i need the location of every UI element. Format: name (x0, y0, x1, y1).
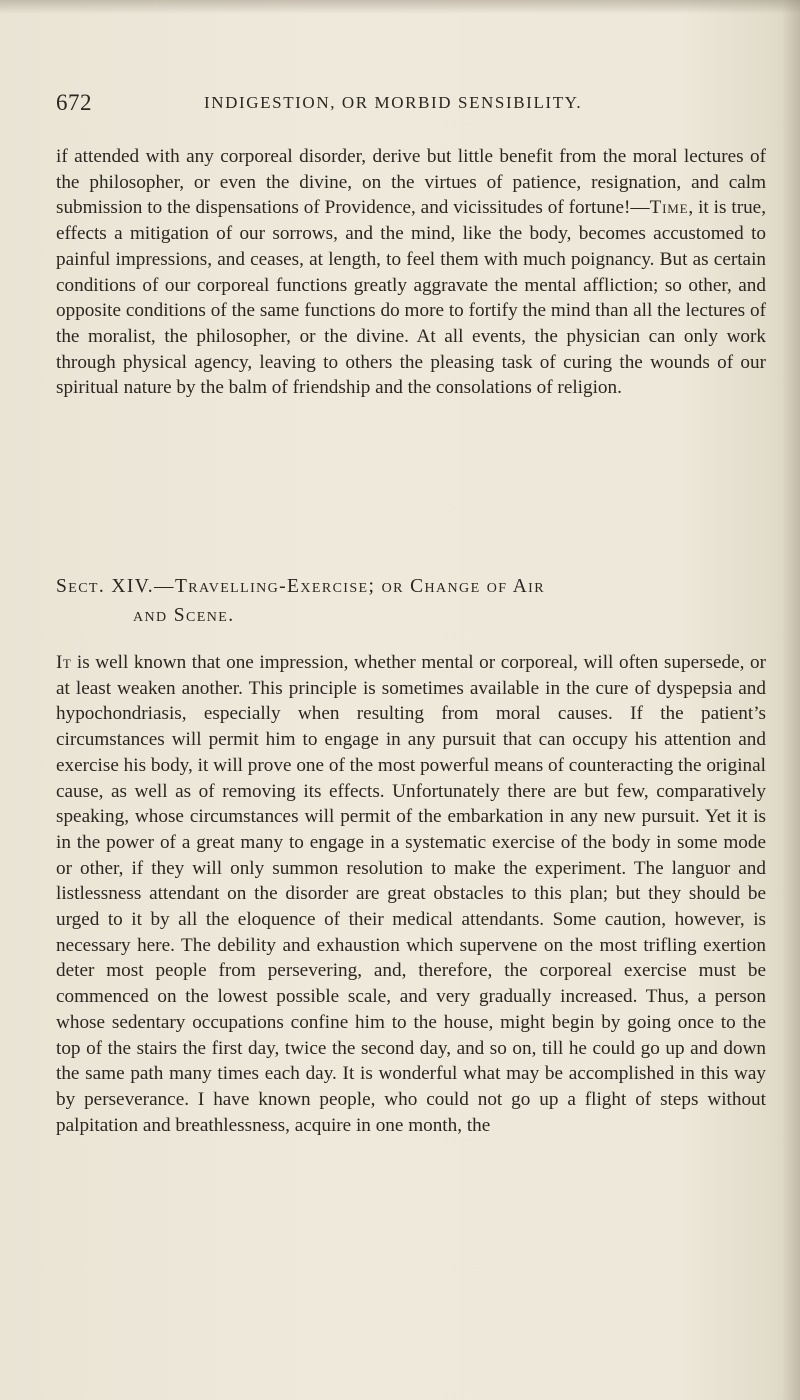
body-paragraph-2 (56, 650, 766, 1138)
body-paragraph-1 (56, 144, 766, 401)
page-top-shadow (0, 0, 800, 14)
time-word: Time (649, 197, 689, 219)
running-head: INDIGESTION, OR MORBID SENSIBILITY. (204, 93, 583, 112)
section-heading (56, 572, 770, 630)
section-heading-line-2: and Scene. (133, 605, 235, 626)
paragraph-1-text-a: if attended with any corporeal disorder, derive but little benefit from the moral lectures of the philosopher, or even the divine, on the virtues of patience, resignation, and calm submission to the dispensations of Providence, and vicissitudes of fortune!— (56, 146, 766, 219)
page-gutter-shadow (782, 0, 800, 1400)
paragraph-1-text-b: , it is true, effects a mitigation of our sorrows, and the mind, like the body, becomes accustomed to painful impressions, and ceases, at length, to feel them with much poignancy. But as certain conditions of our corporeal functions greatly aggravate the mental affliction; so other, and opposite conditions of the same functions do more to fortify the mind than all the lectures of the moralist, the philosopher, or the divine. At all events, the physician can only work through physical agency, leaving to others the pleasing task of curing the wounds of our spiritual nature by the balm of friendship and the consolations of religion. (56, 197, 766, 399)
paragraph-2-text: is well known that one impression, whether mental or corporeal, will often supersede, or at least weaken another. This principle is sometimes available in the cure of dyspepsia and hypochondriasis, especially when resulting from moral causes. If the patient’s circumstances will permit him to engage in any pursuit that can occupy his attention and exercise his body, it will prove one of the most powerful means of counteracting the original cause, as well as of removing its effects. Unfortunately there are but few, comparatively speaking, whose circumstances will permit of the embarkation in any new pursuit. Yet it is in the power of a great many to engage in a systematic exercise of the body in some mode or other, if they will only summon resolution to make the experiment. The languor and listlessness attendant on the disorder are great obstacles to this plan; but they should be urged to it by all the eloquence of their medical attendants. Some caution, however, is necessary here. The debility and exhaustion which supervene on the most trifling exertion deter most people from persevering, and, therefore, the corporeal exercise must be commenced on the lowest possible scale, and very gradually increased. Thus, a person whose sedentary occupations confine him to the house, might begin by going once to the top of the stairs the first day, twice the second day, and so on, till he could go up and down the same path many times each day. It is wonderful what may be accomplished in this way by perseverance. I have known people, who could not go up a flight of steps without palpitation and breathlessness, acquire in one month, the (56, 652, 766, 1136)
section-heading-line-1: Sect. XIV.—Travelling-Exercise; or Change of Air (56, 576, 545, 597)
page-number: 672 (56, 90, 92, 115)
page-header (56, 90, 770, 122)
paragraph-2-lead-word: It (56, 652, 72, 673)
